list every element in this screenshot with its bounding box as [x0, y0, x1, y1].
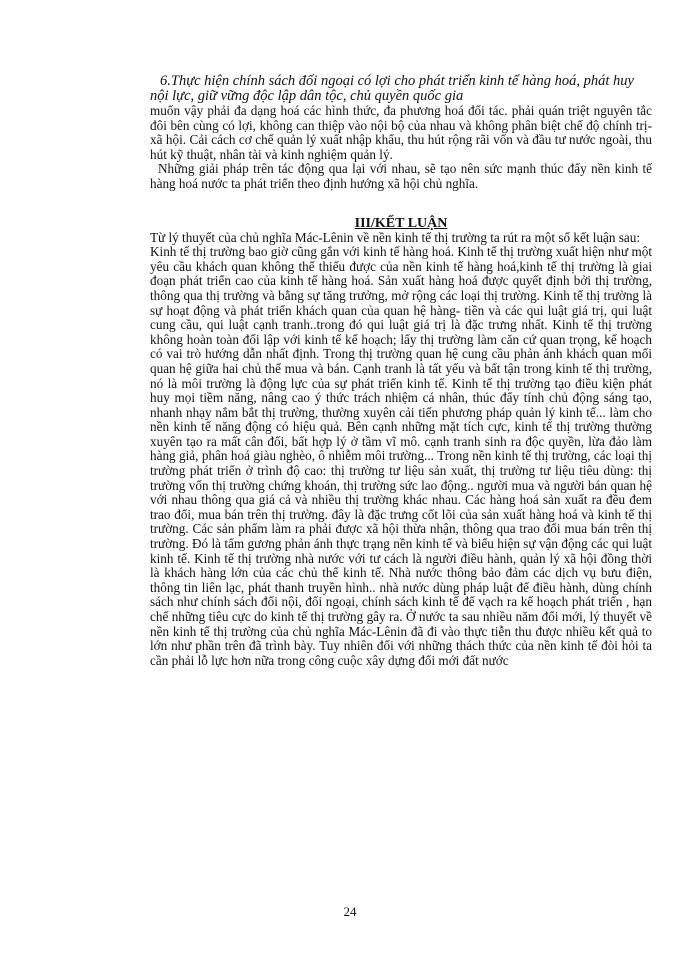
section-6-paragraph-1: muốn vậy phải đa dạng hoá các hình thức, đa phương hoá đối tác. phải quán triệt nguyên tắc đôi bên cùng có lợi, không can thiệp vào nội bộ của nhau và không phân biệt chế độ chính trị- xã hội. Cải cách cơ chế quản lý xuất nhập khẩu, thu hút rộng rãi vốn và đầu tư nước ngoài, thu hút kỹ thuật, nhân tài và kinh nghiệm quản lý. [150, 103, 652, 162]
page-content [150, 74, 652, 668]
conclusion-intro: Từ lý thuyết của chủ nghĩa Mác-Lênin về nền kinh tế thị trường ta rút ra một số kết luận sau: [150, 229, 641, 245]
conclusion-body: Kinh tế thị trường bao giờ cũng gắn với kinh tế hàng hoá. Kinh tế thị trường xuất hiện như một yêu cầu khách quan không thể thiếu được của nền kinh tế hàng hoá,kinh tế thị trường là giai đoạn phát triển cao của kinh tế hàng hoá. Sản xuất hàng hoá được quyết định bởi thị trường, thông qua thị trường và bằng sự tăng trưởng, mở rộng các loại thị trường. Kinh tế thị trường là sự hoạt động và phát triển khách quan của quan hệ hàng- tiền và các qui luật giá trị, qui luật cung cầu, qui luật cạnh tranh..trong đó qui luật giá trị là đặc trưng nhất. Kinh tế thị trường không hoàn toàn đối lập với kinh tế kế hoạch; lấy thị trường làm căn cứ quan trọng, kế hoạch có vai trò hướng dẫn nhất định. Trong thị trường quan hệ cung cầu phản ánh khách quan mối quan hệ giữa hai chủ thể mua và bán. Cạnh tranh là tất yếu và bất tận trong kinh tế thị trường, nó là môi trường là động lực của sự phát triển kinh tế. Kinh tế thị trường tạo điều kiện phát huy mọi tiềm năng, nâng cao ý thức trách nhiệm cá nhân, thúc đẩy tính chủ động sáng tạo, nhanh nhạy nắm bắt thị trường, thường xuyên cải tiến phương pháp quản lý kinh tế... làm cho nền kinh tế năng động có hiệu quả. Bên cạnh những mặt tích cực, kinh tế thị trường thường xuyên tạo ra mất cân đối, bất hợp lý ở tầm vĩ mô. cạnh tranh sinh ra độc quyền, lừa đảo làm hàng giả, phân hoá giàu nghèo, ô nhiễm môi trường... Trong nền kinh tế thị trường, các loại thị trường phát triển ở trình độ cao: thị trường tư liệu sản xuất, thị trường tư liệu tiêu dùng: thị trường vốn thị trường chứng khoán, thị trường sức lao động.. người mua và người bán quan hệ với nhau thông qua giá cả và nhiều thị trường khác nhau. Các hàng hoá sản xuất ra đều đem trao đổi, mua bán trên thị trường. đây là đặc trưng cốt lõi của sản xuất hàng hoá và kinh tế thị trường. Các sản phẩm làm ra phải được xã hội thừa nhận, thông qua trao đổi mua bán trên thị trường. Đó là tấm gương phản ánh thực trạng nền kinh tế và biểu hiện sự vận động các qui luật kinh tế. Kinh tế thị trường nhà nước với tư cách là người điều hành, quản lý xã hội đồng thời là khách hàng lớn của các chủ thể kinh tế. Nhà nước thông bảo đảm các dịch vụ bưu điện, thông tin liên lạc, phát thanh truyền hình.. nhà nước dùng pháp luật để điều hành, dùng chính sách như chính sách đối nội, đối ngoại, chính sách kinh tế để vạch ra kế hoạch phát triển , hạn chế những tiêu cực do kinh tế thị trường gây ra. Ở nước ta sau nhiều năm đổi mới, lý thuyết về nền kinh tế thị trường của chủ nghĩa Mác-Lênin đã đi vào thực tiễn thu được nhiều kết quả to lớn như phần trên đã trình bày. Tuy nhiên đối với những thách thức của nền kinh tế đòi hỏi ta cần phải lỗ lực hơn nữa trong công cuộc xây dựng đổi mới đất nước [150, 244, 652, 668]
conclusion-heading: III/KẾT LUẬN [354, 215, 448, 231]
section-6-paragraph-2: Những giải pháp trên tác động qua lại với nhau, sẽ tạo nên sức mạnh thúc đẩy nền kinh tế hàng hoá nước ta phát triển theo định hướng xã hội chủ nghĩa. [150, 161, 652, 191]
section-6-heading: 6.Thực hiện chính sách đối ngoại có lợi cho phát triển kinh tế hàng hoá, phát huy nội lực, giữ vững độc lập dân tộc, chủ quyền quốc gia [150, 73, 634, 104]
page-number: 24 [343, 904, 357, 919]
spacer [150, 192, 652, 216]
